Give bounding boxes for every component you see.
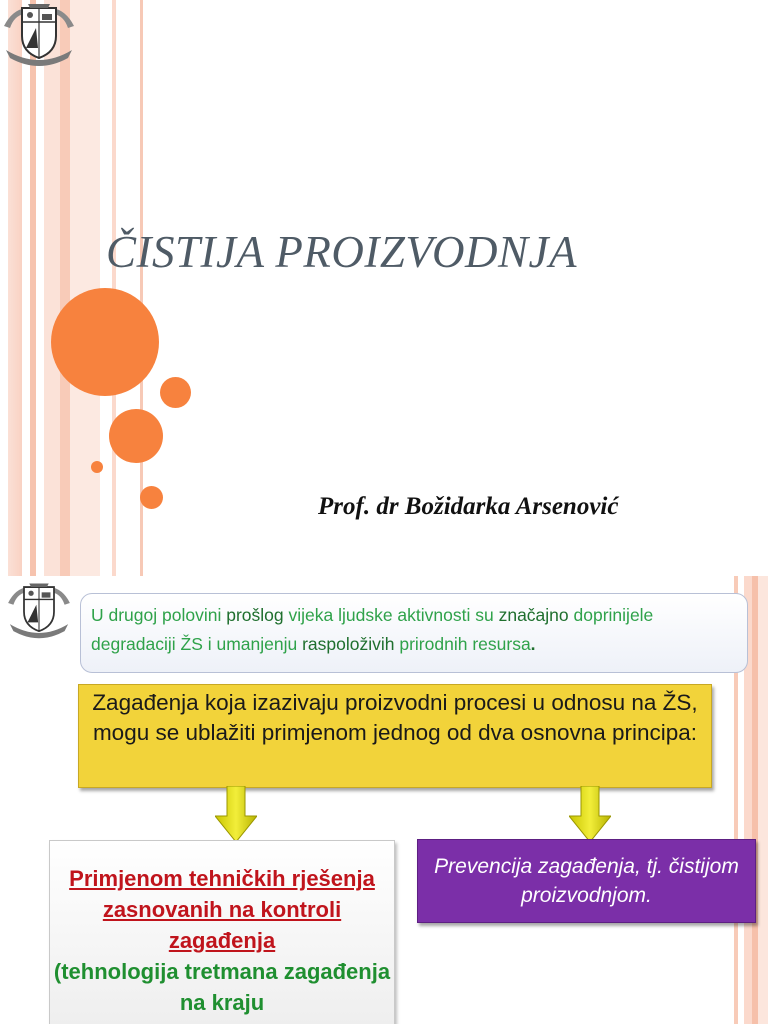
down-arrow-icon xyxy=(215,786,257,844)
author-name: Prof. dr Božidarka Arsenović xyxy=(318,493,619,520)
content-slide xyxy=(0,576,768,1024)
info-text-emphasis: . xyxy=(530,634,536,654)
info-text-part: prirodnih resursa xyxy=(394,634,531,654)
info-text-part: vijeka ljudske aktivnosti su xyxy=(283,605,499,625)
intro-info-box xyxy=(80,593,748,673)
university-crest-icon xyxy=(4,580,74,640)
decorative-circle-small xyxy=(160,377,191,408)
prevention-approach-box: Prevencija zagađenja, tj. čistijom proizvodnjom. xyxy=(417,839,756,923)
control-approach-title: Primjenom tehničkih rješenja zasnovanih na kontroli zagađenja xyxy=(69,866,375,953)
slide-title: ČISTIJA PROIZVODNJA xyxy=(106,227,578,277)
info-text-emphasis: značajno xyxy=(498,605,569,625)
control-approach-note: (tehnologija tretmana zagađenja na kraju xyxy=(53,959,391,1015)
control-approach-box xyxy=(49,840,395,1024)
info-text-part: doprinijele degradaciji ŽS i umanjenju xyxy=(91,605,654,654)
info-text-emphasis: prošlog xyxy=(226,605,284,625)
info-text-emphasis: raspoloživih xyxy=(302,634,395,654)
info-text-part: U drugoj polovini xyxy=(91,605,227,625)
decorative-circle-small-2 xyxy=(140,486,163,509)
principle-box: Zagađenja koja izazivaju proizvodni procesi u odnosu na ŽS, mogu se ublažiti primjenom jednog od dva osnovna principa: xyxy=(78,684,712,788)
decorative-circle-tiny xyxy=(91,461,103,473)
decorative-circle-medium xyxy=(109,409,163,463)
down-arrow-icon xyxy=(569,786,611,844)
decorative-stripes xyxy=(0,0,150,576)
decorative-circle-large xyxy=(51,288,159,396)
university-crest-icon xyxy=(2,0,76,68)
